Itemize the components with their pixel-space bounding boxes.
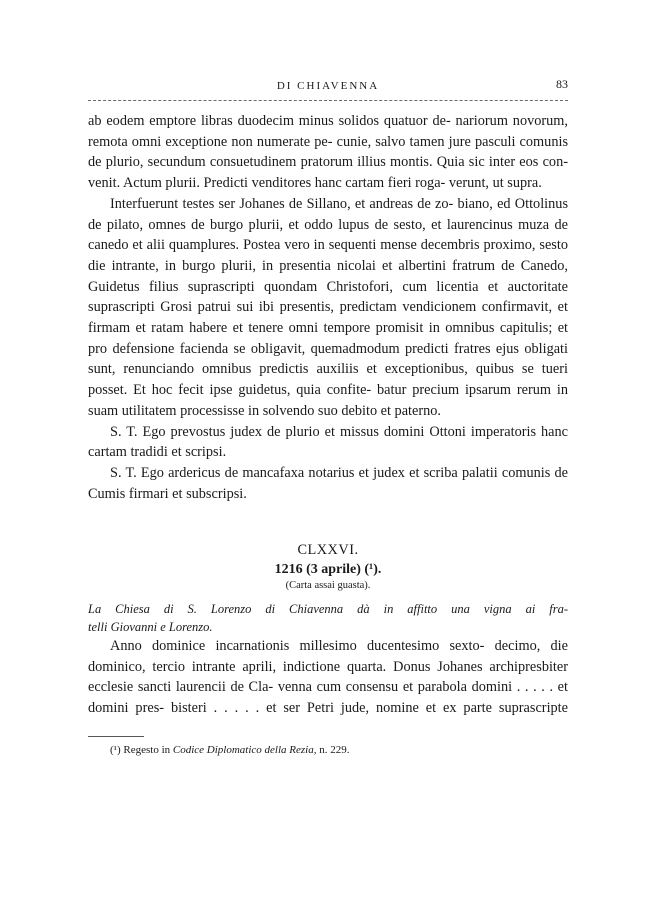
text-line: Interfuerunt testes ser Johanes de Sillano, et andreas de zo- [110, 195, 454, 212]
paragraph-signature-ardericus [88, 463, 568, 504]
text-line: nariorum novorum, remota omni exceptione non numerate pe- [88, 113, 568, 150]
footnote-source-title: Codice Diplomatico della Rezia, [172, 744, 317, 756]
summary-line: La Chiesa di S. Lorenzo di Chiavenna dà in affitto una vigna ai fra- [88, 602, 568, 616]
document-number: CLXXVI. [297, 542, 359, 558]
footnote-reference[interactable]: (¹). [364, 562, 382, 577]
text-line: venna cum consensu et parabola domini . . . . . et domini pres- [88, 679, 568, 717]
footnote [110, 744, 568, 756]
text-line: venit. Actum plurii. Predicti venditores hanc cartam fieri roga- [88, 175, 446, 192]
document-condition-note: (Carta assai guasta). [285, 580, 371, 591]
footnote-text-end: n. 229. [319, 744, 350, 756]
text-line: palatii comunis de Cumis firmari et subscripsi. [88, 464, 568, 502]
text-line: solvendo suo debito et paterno. [262, 402, 441, 419]
summary-line: telli Giovanni e Lorenzo. [88, 620, 213, 634]
text-line: sunt, renunciando omnibus predictis auxiliis et exceptionibus, [88, 361, 468, 378]
text-line: ab eodem emptore libras duodecim minus solidos quatuor de- [88, 113, 451, 129]
main-text [88, 111, 568, 504]
text-line: S. T. Ego prevostus judex de plurio et missus domini Ottoni [110, 423, 466, 440]
text-line: cunie, salvo tamen jure pasculi comunis de plurio, secundum [88, 133, 569, 171]
text-line: auctoritate suprascripti Grosi patrui sui ibi presentis, predictam [88, 278, 568, 316]
text-line: batur precium ipsarum rerum in suam utilitatem processisse in [88, 382, 568, 419]
text-line: bisteri . . . . . et ser Petri jude, nomine et ex parte suprascripte [170, 700, 569, 717]
text-line: verunt, ut supra. [448, 175, 542, 192]
text-line: imperatoris hanc cartam tradidi et scripsi. [88, 423, 568, 461]
text-line: Guidetus filius suprascripti quondam Christofori, cum licentia et [88, 278, 499, 295]
text-line: vendicionem confirmavit, et firmam et ratam habere et tenere [88, 299, 568, 337]
header-rule [88, 100, 568, 101]
date-text: 1216 (3 aprile) [274, 562, 361, 577]
text-line: Anno dominice incarnationis millesimo ducentesimo sexto- [110, 638, 485, 654]
text-line: consuetudinem pratorum illius montis. Quia sic inter eos con- [209, 154, 568, 171]
paragraph-incarnation [88, 636, 568, 719]
text-line: facienda se obligavit, quemadmodum predicti fratres ejus obligati [179, 340, 569, 357]
running-head [88, 77, 568, 98]
text-line: S. T. Ego ardericus de mancafaxa notarius et judex et scriba [110, 464, 458, 481]
paragraph-sale-terms [88, 111, 568, 194]
footnote-rule [88, 736, 144, 737]
text-line: burgo plurii, in presentia nicolai et albertini fratrum de Canedo, [182, 257, 568, 274]
running-head-title: DI CHIAVENNA [276, 80, 380, 92]
text-line: quibus se tueri posset. Et hoc fecit ipse guidetus, quia confite- [88, 361, 569, 399]
text-line: decimo, die dominico, tercio intrante aprili, indictione quarta. [88, 638, 568, 675]
text-line: biano, ed Ottolinus de pilato, omnes de burgo plurii, et oddo lupus [88, 195, 569, 233]
text-line: vero in sequenti mense decembris proximo, sesto die intrante, in [88, 237, 568, 274]
footnote-text: Regesto in [123, 744, 171, 756]
text-line: Donus Johanes archipresbiter ecclesie sancti laurencii de Cla- [88, 658, 569, 696]
paragraph-signature-prevostus [88, 422, 568, 463]
page-number: 83 [556, 77, 568, 91]
footnote-marker: (¹) [110, 744, 121, 756]
paragraph-witnesses [88, 194, 568, 422]
document-summary [88, 600, 568, 636]
text-line: de sesto, et laurencinus muza de canedo et alii quamplures. Postea [88, 216, 568, 254]
document-text [88, 636, 568, 719]
text-line: omni tempore promisit in omnibus capitulis; et pro defensione [88, 320, 569, 357]
document-date [88, 562, 568, 578]
